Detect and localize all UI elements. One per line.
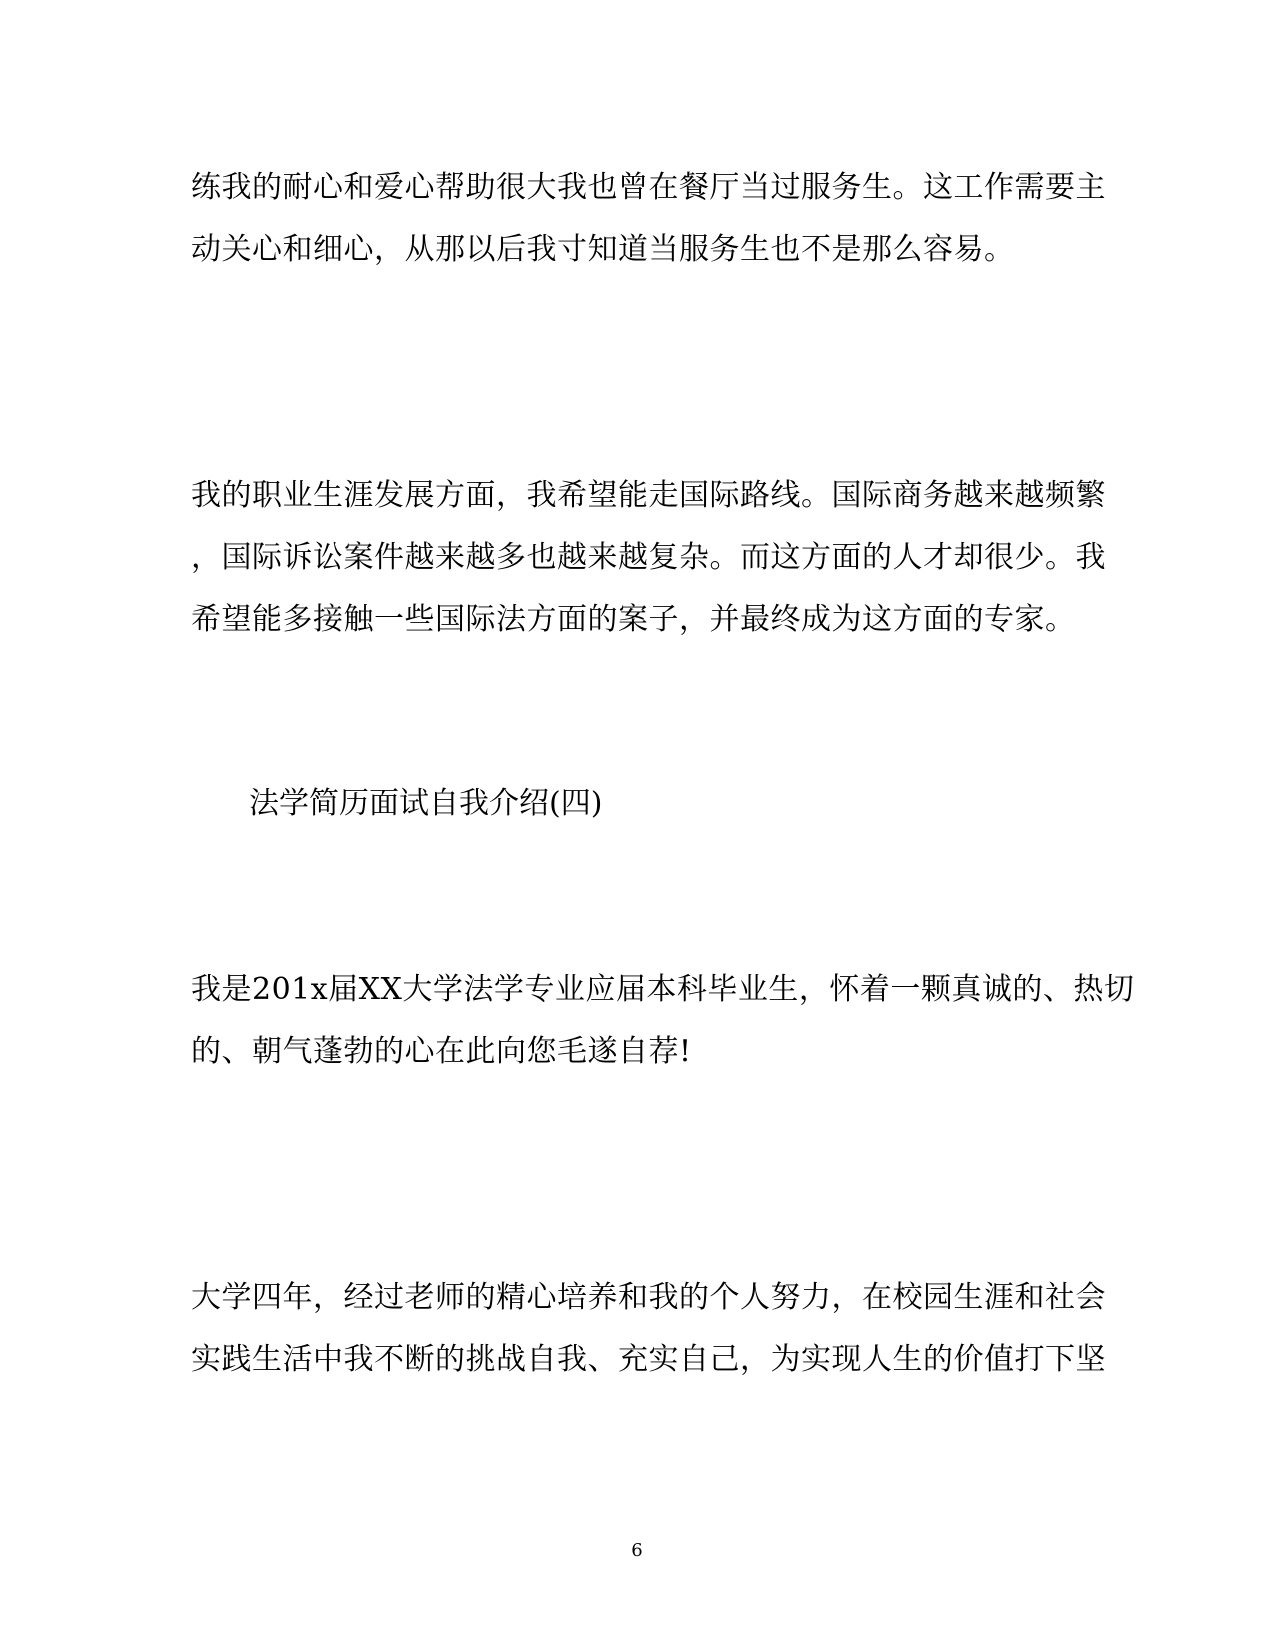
- paragraph-3-line-2: 的、朝气蓬勃的心在此向您毛遂自荐!: [191, 1034, 692, 1069]
- page-number: 6: [631, 1540, 643, 1561]
- paragraph-2-line-3: 希望能多接触一些国际法方面的案子，并最终成为这方面的专家。: [191, 602, 1076, 637]
- paragraph-2-line-2: ，国际诉讼案件越来越多也越来越复杂。而这方面的人才却很少。我: [191, 540, 1106, 575]
- paragraph-1-line-2: 动关心和细心，从那以后我寸知道当服务生也不是那么容易。: [191, 232, 1015, 267]
- section-heading: 法学简历面试自我介绍(四): [249, 786, 603, 821]
- paragraph-4-line-1: 大学四年，经过老师的精心培养和我的个人努力，在校园生涯和社会: [191, 1280, 1106, 1315]
- paragraph-2-line-1: 我的职业生涯发展方面，我希望能走国际路线。国际商务越来越频繁: [191, 478, 1106, 513]
- paragraph-4-line-2: 实践生活中我不断的挑战自我、充实自己，为实现人生的价值打下坚: [191, 1342, 1106, 1377]
- paragraph-3-line-1: 我是201x届XX大学法学专业应届本科毕业生，怀着一颗真诚的、热切: [191, 972, 1135, 1007]
- paragraph-1-line-1: 练我的耐心和爱心帮助很大我也曾在餐厅当过服务生。这工作需要主: [191, 170, 1106, 205]
